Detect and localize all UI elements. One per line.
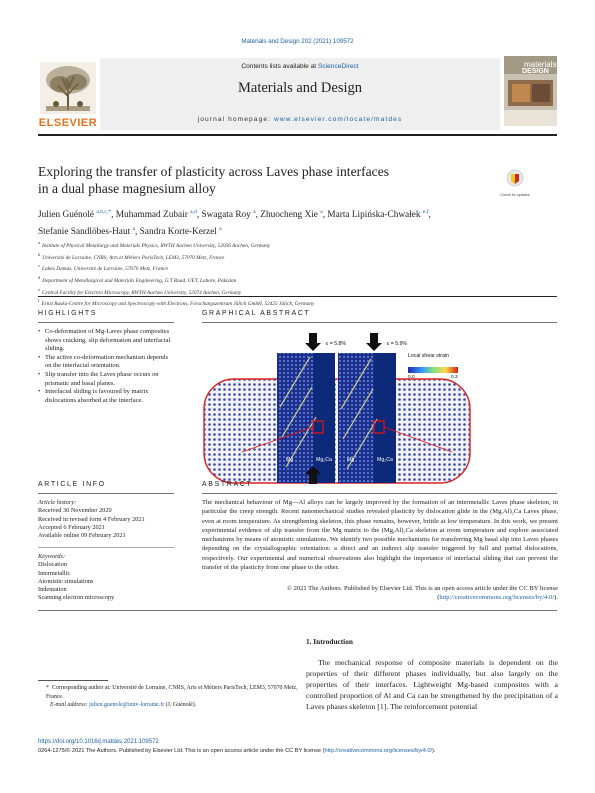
article-history — [38, 499, 178, 540]
journal-reference[interactable]: Materials and Design 202 (2021) 109572 — [241, 38, 354, 45]
sciencedirect-link[interactable]: ScienceDirect — [317, 63, 359, 70]
keyword-item: Intermetallic — [38, 569, 71, 577]
affiliation-item: $^a$Institute of Physical Metallurgy and Materials Physics, RWTH Aachen University, 52056 Aachen, Germany — [38, 240, 271, 249]
journal-homepage: journal homepage: www.elsevier.com/locate/matdes — [197, 116, 403, 123]
contents-availability: Contents lists available at ScienceDirect — [241, 63, 359, 70]
affiliation-item: $^b$Université de Lorraine, CNRS, Arts et Métiers ParisTech, LEM3, 57070 Metz, France — [38, 251, 225, 261]
affiliation-item: $^c$Labex Damas, Université de Lorraine, 57070 Metz, France — [38, 263, 168, 273]
keywords-label: Keywords: — [38, 553, 66, 560]
graphical-abstract-rule — [202, 322, 557, 323]
footnote-rule — [38, 680, 108, 681]
article-info-rule — [38, 493, 174, 494]
phase-label-mg-left: Mg — [286, 457, 294, 463]
affiliation-item: $^e$Central Facility for Electron Microscopy, RWTH Aachen University, 52074 Aachen, Germany — [38, 286, 242, 296]
author: Julien Guénolé $^{a,b,c,*}$ — [38, 209, 112, 221]
colorbar-max: 0.3 — [451, 375, 458, 380]
doi-link[interactable]: https://doi.org/10.1016/j.matdes.2021.109572 — [38, 739, 159, 745]
keyword-item: Dislocation — [38, 561, 68, 569]
issn-license-line: 0264-1275/© 2021 The Authors. Published by Elsevier Ltd. This is an open access article under the CC BY license (http://creativecommons.org/licenses/by/4.0/). — [38, 748, 436, 754]
article-title: Exploring the transfer of plasticity across Laves phase interfaces in a dual phase magnesium alloy — [38, 164, 390, 196]
license-link[interactable]: http://creativecommons.org/licenses/by/4.0/ — [439, 594, 555, 602]
history-item: Received 30 November 2020 — [38, 507, 112, 515]
highlight-item: • Slip transfer into the Laves phase occurs on prismatic and basal planes. — [38, 371, 176, 388]
author: Sandra Korte-Kerzel $^a$ — [139, 225, 222, 237]
graphical-abstract-heading: GRAPHICAL ABSTRACT — [202, 310, 311, 317]
highlights-rule — [38, 322, 174, 323]
affiliation-item: $^d$Department of Metallurgical and Materials Engineering, G.T Road, UET, Lahore, Pakistan — [38, 275, 237, 284]
corresponding-note: * Corresponding author at: Université de Lorraine, CNRS, Arts et Métiers ParisTech, LEM3, 57070 Metz, France. — [46, 685, 298, 700]
crossmark-icon — [500, 168, 530, 188]
check-for-updates-badge[interactable] — [500, 168, 530, 196]
introduction-heading: 1. Introduction — [306, 637, 353, 646]
journal-title: Materials and Design — [237, 80, 363, 96]
journal-homepage-link[interactable]: www.elsevier.com/locate/matdes — [273, 116, 403, 123]
history-label: Article history: — [38, 499, 77, 506]
elsevier-logo[interactable] — [38, 60, 98, 130]
author: Marta Lipińska-Chwałek $^{e,f}$ — [327, 209, 429, 221]
article-info-heading: ARTICLE INFO — [38, 481, 106, 488]
author-list: Julien Guénolé $^{a,b,c,*}$, Muhammad Zubair $^{a,d}$, Swagata Roy $^a$, Zhuocheng Xie $^a$, Marta Lipińska-Chwałek $^{e,f}$, Stefanie Sandlöbes-Haut $^a$, Sandra Korte-Kerzel $^a$ — [38, 209, 431, 237]
affiliation-item: $^f$Ernst Ruska-Centre for Microscopy and Spectroscopy with Electrons, Forschungszentrum Jülich GmbH, 52425 Jülich, Germany — [38, 298, 315, 308]
colorbar-min: 0.0 — [408, 375, 415, 380]
graphical-abstract-figure[interactable] — [202, 327, 472, 488]
affiliations-divider — [38, 296, 557, 297]
keyword-item: Scanning electron microscopy — [38, 594, 115, 602]
strain-label-right: ε = 5.9% — [387, 341, 408, 347]
cover-title-small: materials — [524, 60, 557, 69]
copyright-notice: © 2021 The Authors. Published by Elsevier Ltd. This is an open access article under the CC BY license (http://creativecommons.org/licenses/by/4.0/). — [286, 585, 558, 602]
history-item: Received in revised form 4 February 2021 — [38, 515, 145, 523]
affiliation-list — [38, 239, 558, 309]
elsevier-wordmark: ELSEVIER — [38, 117, 98, 129]
phase-label-laves-left: Mg₂Ca — [316, 457, 332, 463]
email-note: E-mail address: julien.guenole@univ-lorraine.fr (J. Guénolé). — [50, 702, 197, 708]
graphical-abstract-image — [202, 327, 472, 488]
highlight-item: • Interfacial sliding is favoured by matrix dislocations absorbed at the interface. — [38, 388, 176, 405]
keyword-item: Atomistic simulations — [38, 577, 94, 585]
author: Stefanie Sandlöbes-Haut $^a$ — [38, 225, 135, 237]
author: Muhammad Zubair $^{a,d}$ — [115, 209, 197, 221]
highlight-item: • The active co-deformation mechanism depends on the interfacial orientation. — [38, 354, 176, 371]
keywords-divider — [38, 547, 174, 548]
abstract-text: The mechanical behaviour of Mg—Al alloys can be largely improved by the formation of an intermetallic Laves phase skeleton, in particular the creep strength. Recent nanomechanical studies revealed plasticity by dislocation glide in the (Mg,Al)₂Ca Laves phase, even at room temperature. As strengthening skeleton, this phase remains, however, brittle at low temperature. In this work, we present experimental evidence of slip transfer from the Mg matrix to the (Mg,Al)₂Ca skeleton at room temperature and explore associated mechanisms by means of atomistic simulations. We identify two possible mechanisms for transferring Mg basal slip into Laves phases depending on the crystallographic orientation: a direct and an indirect slip transfer triggered by full and partial dislocations, respectively. Our experimental and numerical observations also highlight the importance of interfacial sliding that can prevent the transfer of the plasticity from one phase to the other. — [202, 499, 558, 572]
footer-license-link[interactable]: http://creativecommons.org/licenses/by/4.0/ — [324, 748, 433, 754]
author-email-link[interactable]: julien.guenole@univ-lorraine.fr — [89, 702, 165, 708]
header-divider — [38, 134, 557, 136]
front-matter-divider — [38, 610, 557, 611]
highlights-heading: HIGHLIGHTS — [38, 310, 98, 317]
highlights-list — [38, 328, 176, 406]
phase-label-mg-right: Mg — [347, 457, 355, 463]
abstract-rule — [202, 493, 557, 494]
cover-title-large: DESIGN — [522, 68, 549, 75]
history-item: Available online 09 February 2021 — [38, 532, 126, 540]
highlight-item: • Co-deformation of Mg-Laves phase composites shows cracking, slip deformation and interfacial sliding. — [38, 328, 176, 354]
history-item: Accepted 6 February 2021 — [38, 523, 105, 531]
journal-cover-thumbnail[interactable] — [504, 56, 557, 126]
keywords — [38, 553, 178, 603]
phase-label-laves-right: Mg₂Ca — [377, 457, 393, 463]
author: Zhuocheng Xie $^a$ — [260, 209, 323, 221]
colorbar-title: Local shear strain — [408, 353, 449, 359]
author: Swagata Roy $^a$ — [201, 209, 256, 221]
corresponding-marker[interactable]: * — [108, 209, 112, 215]
introduction-text: The mechanical response of composite materials is dependent on the properties of their different phases individually, but also largely on the properties of their interfaces. Lightweight Mg-based composites with a controlled proportion of Al and Ca can be strengthened by the precipitation of a Laves phases skeleton [1]. The reinforcement potential — [306, 658, 558, 712]
crossmark-label: Check for updates — [500, 193, 530, 197]
keyword-item: Indentation — [38, 586, 67, 594]
strain-label-left: ε = 5.8% — [326, 341, 347, 347]
footnote — [38, 684, 298, 710]
abstract-heading: ABSTRACT — [202, 481, 253, 488]
